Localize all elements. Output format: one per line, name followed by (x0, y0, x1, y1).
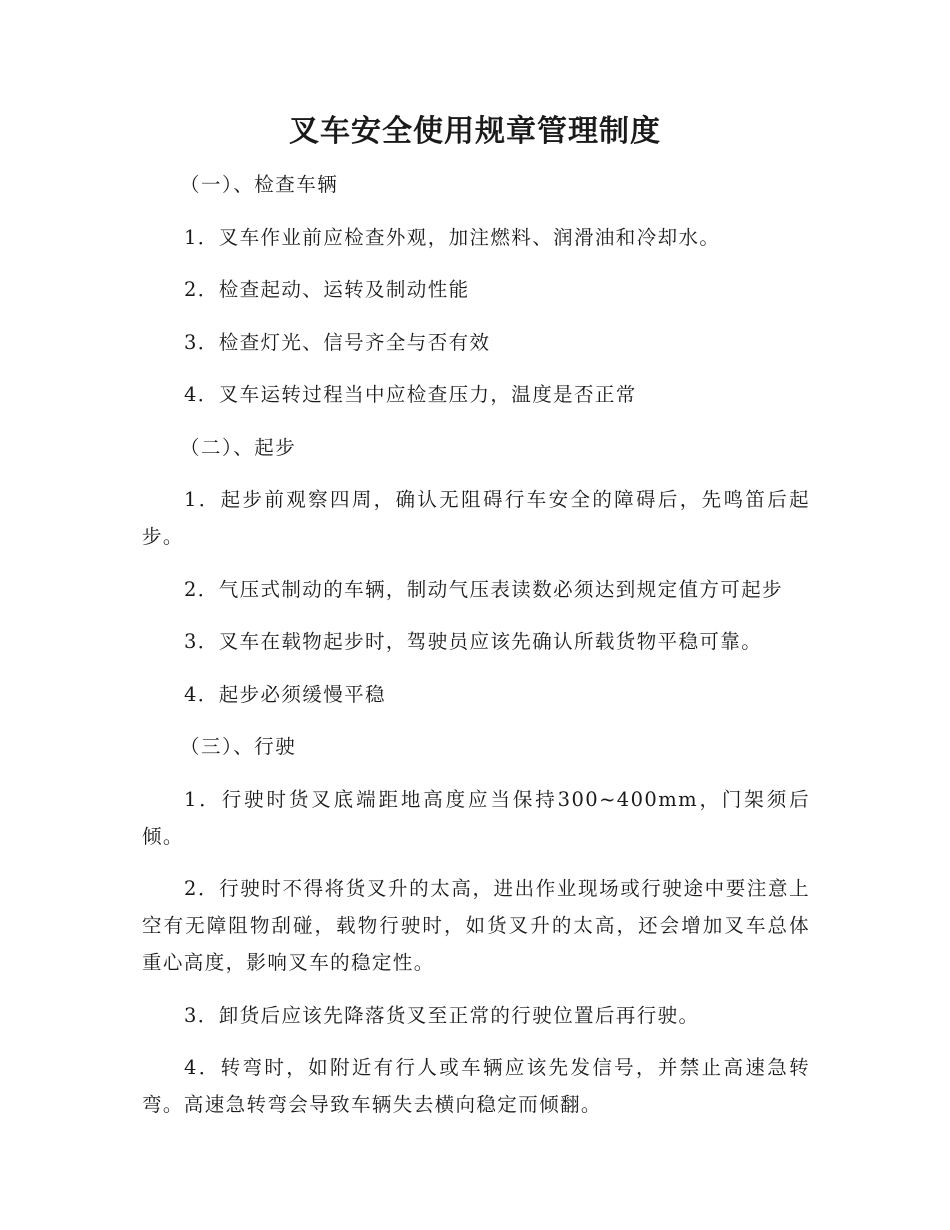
paragraph: 4．转弯时，如附近有行人或车辆应该先发信号，并禁止高速急转弯。高速急转弯会导致车辆失去横向稳定而倾翻。 (142, 1056, 810, 1116)
document-body (142, 166, 810, 1139)
paragraph: 1．起步前观察四周，确认无阻碍行车安全的障碍后，先鸣笛后起步。 (142, 488, 810, 548)
document-title: 叉车安全使用规章管理制度 (289, 114, 661, 149)
paragraph: 2．气压式制动的车辆，制动气压表读数必须达到规定值方可起步 (184, 577, 784, 601)
paragraph: 1．行驶时货叉底端距地高度应当保持300~400mm，门架须后倾。 (142, 787, 810, 848)
paragraph: 4．起步必须缓慢平稳 (184, 682, 386, 706)
paragraph: 2．行驶时不得将货叉升的太高，进出作业现场或行驶途中要注意上空有无障阻物刮碰，载物行驶时，如货叉升的太高，还会增加叉车总体重心高度，影响叉车的稳定性。 (142, 877, 810, 974)
section-heading-starting: （二）、起步 (180, 435, 297, 459)
paragraph: 3．卸货后应该先降落货叉至正常的行驶位置后再行驶。 (184, 1003, 700, 1027)
section-heading-inspection: （一）、检查车辆 (180, 173, 339, 196)
paragraph: 1．叉车作业前应检查外观，加注燃料、润滑油和冷却水。 (184, 225, 721, 249)
paragraph: 3．叉车在载物起步时，驾驶员应该先确认所载货物平稳可靠。 (184, 630, 763, 653)
paragraph: 3．检查灯光、信号齐全与否有效 (184, 330, 491, 354)
paragraph: 4．叉车运转过程当中应检查压力，温度是否正常 (184, 383, 637, 406)
section-heading-driving: （三）、行驶 (180, 735, 297, 758)
paragraph: 2．检查起动、运转及制动性能 (184, 278, 470, 301)
